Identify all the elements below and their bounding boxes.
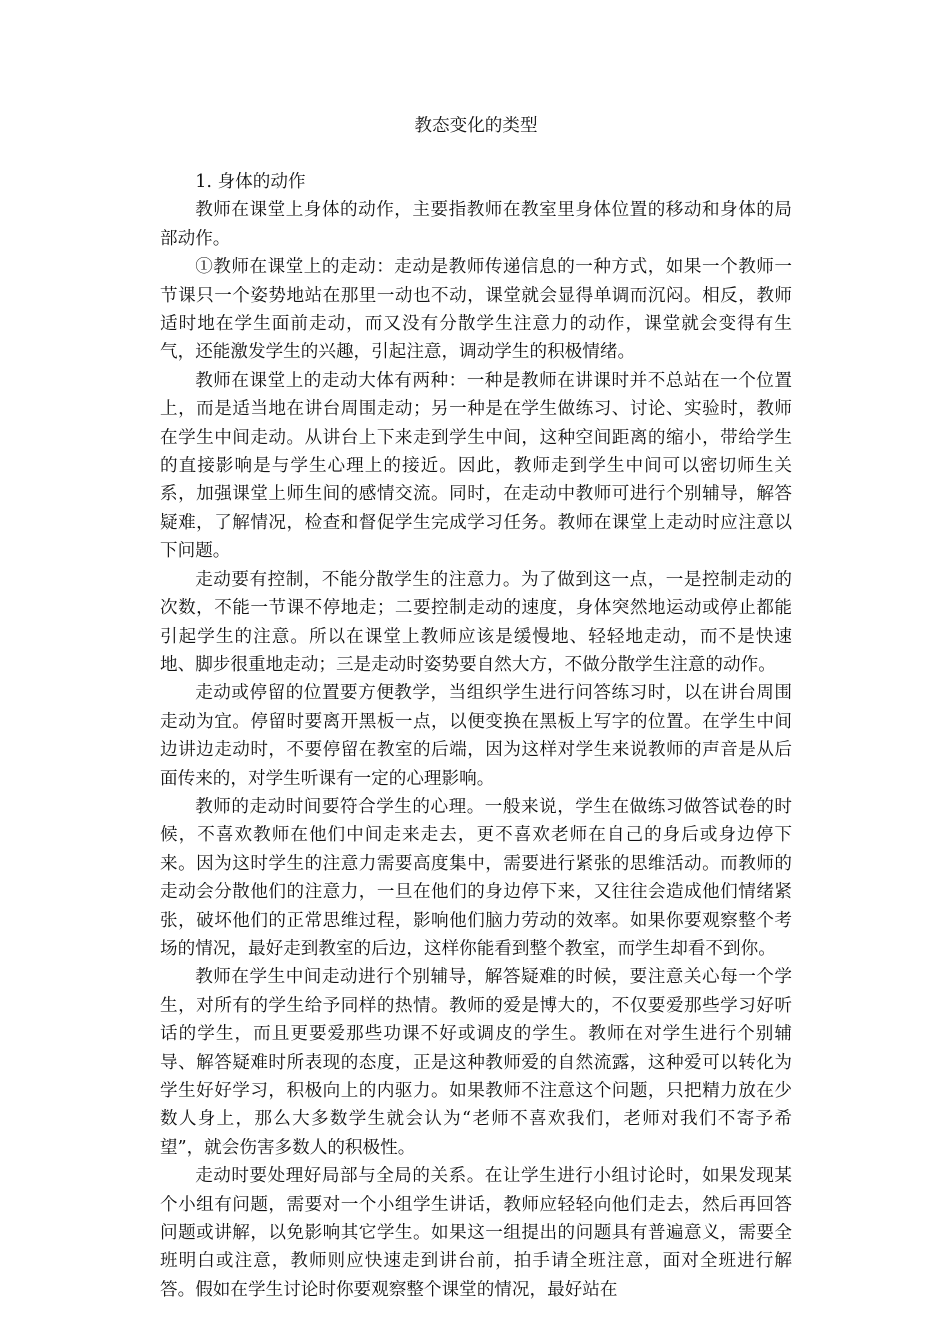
paragraph: 走动时要处理好局部与全局的关系。在让学生进行小组讨论时，如果发现某个小组有问题，需要对一个小组学生讲话，教师应轻轻向他们走去，然后再回答问题或讲解，以免影响其它学生。如果这一组提出的问题具有普遍意义，需要全班明白或注意，教师则应快速走到讲台前，拍手请全班注意，面对全班进行解答。假如在学生讨论时你要观察整个课堂的情况，最好站在 [160, 1166, 792, 1300]
paragraph: 教师在学生中间走动进行个别辅导，解答疑难的时候，要注意关心每一个学生，对所有的学生给予同样的热情。教师的爱是博大的，不仅要爱那些学习好听话的学生，而且更要爱那些功课不好或调皮的学生。教师在对学生进行个别辅导、解答疑难时所表现的态度，正是这种教师爱的自然流露，这种爱可以转化为学生好好学习，积极向上的内驱力。如果教师不注意这个问题，只把精力放在少数人身上，那么大多数学生就会认为“老师不喜欢我们，老师对我们不寄予希望”，就会伤害多数人的积极性。 [160, 967, 792, 1158]
document-title: 教态变化的类型 [414, 116, 538, 136]
paragraph: 走动或停留的位置要方便教学，当组织学生进行问答练习时，以在讲台周围走动为宜。停留时要离开黑板一点，以便变换在黑板上写字的位置。在学生中间边讲边走动时，不要停留在教室的后端，因为这样对学生来说教师的声音是从后面传来的，对学生听课有一定的心理影响。 [160, 683, 792, 789]
paragraph: 教师的走动时间要符合学生的心理。一般来说，学生在做练习做答试卷的时候，不喜欢教师在他们中间走来走去，更不喜欢老师在自己的身后或身边停下来。因为这时学生的注意力需要高度集中，需要进行紧张的思维活动。而教师的走动会分散他们的注意力，一旦在他们的身边停下来，又往往会造成他们情绪紧张，破坏他们的正常思维过程，影响他们脑力劳动的效率。如果你要观察整个考场的情况，最好走到教室的后边，这样你能看到整个教室，而学生却看不到你。 [160, 796, 792, 959]
paragraph: 教师在课堂上的走动大体有两种：一种是教师在讲课时并不总站在一个位置上，而是适当地在讲台周围走动；另一种是在学生做练习、讨论、实验时，教师在学生中间走动。从讲台上下来走到学生中间，这种空间距离的缩小，带给学生的直接影响是与学生心理上的接近。因此，教师走到学生中间可以密切师生关系，加强课堂上师生间的感情交流。同时，在走动中教师可进行个别辅导，解答疑难，了解情况，检查和督促学生完成学习任务。教师在课堂上走动时应注意以下问题。 [160, 370, 792, 562]
paragraph: ①教师在课堂上的走动：走动是教师传递信息的一种方式，如果一个教师一节课只一个姿势地站在那里一动也不动，课堂就会显得单调而沉闷。相反，教师适时地在学生面前走动，而又没有分散学生注意力的动作，课堂就会变得有生气，还能激发学生的兴趣，引起注意，调动学生的积极情绪。 [160, 257, 792, 363]
paragraph: 走动要有控制，不能分散学生的注意力。为了做到这一点，一是控制走动的次数，不能一节课不停地走；二要控制走动的速度，身体突然地运动或停止都能引起学生的注意。所以在课堂上教师应该是缓慢地、轻轻地走动，而不是快速地、脚步很重地走动；三是走动时姿势要自然大方，不做分散学生注意的动作。 [160, 569, 792, 675]
document-page [160, 112, 792, 1304]
paragraph: 教师在课堂上身体的动作，主要指教师在教室里身体位置的移动和身体的局部动作。 [160, 200, 792, 249]
section-heading: 1. 身体的动作 [195, 172, 306, 192]
